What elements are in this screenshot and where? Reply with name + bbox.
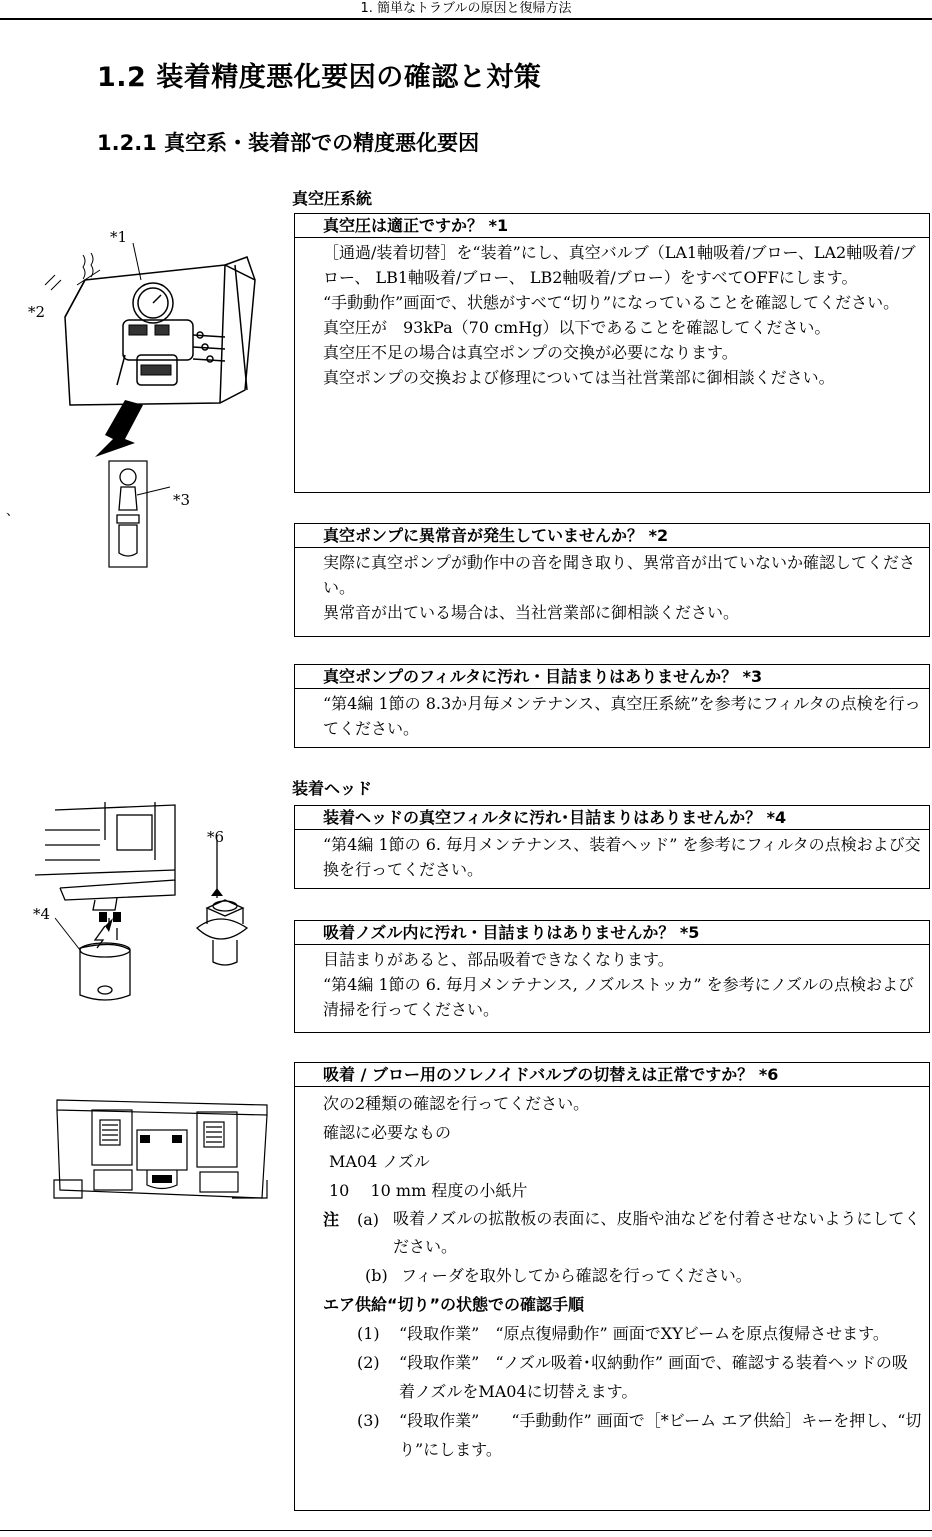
- check-box-vacuum-pressure: [294, 213, 930, 493]
- note-a: [323, 1205, 923, 1261]
- section-heading: 1.2 装着精度悪化要因の確認と対策: [97, 62, 542, 93]
- note-key: (a): [357, 1210, 380, 1229]
- note-b: [323, 1261, 923, 1290]
- check-box-head-filter: [294, 805, 930, 889]
- procedure-step: [323, 1319, 923, 1348]
- figure-callout-3: *3: [173, 491, 191, 509]
- check-box-pump-noise: [294, 523, 930, 637]
- body-text: 真空ポンプの交換および修理については当社営業部に御相談ください。: [323, 368, 835, 387]
- check-box-pump-filter: [294, 664, 930, 748]
- body-text: 確認に必要なもの: [323, 1123, 452, 1142]
- check-question: 装着ヘッドの真空フィルタに汚れ･目詰まりはありませんか？ *4: [295, 806, 929, 830]
- check-box-nozzle: [294, 920, 930, 1033]
- page-header: 1. 簡単なトラブルの原因と復帰方法: [0, 0, 932, 20]
- procedure-heading: エア供給“切り”の状態での確認手順: [323, 1295, 585, 1314]
- solenoid-valve-figure: [52, 1080, 272, 1210]
- stray-mark: 、: [6, 504, 20, 519]
- step-key: (2): [357, 1353, 380, 1372]
- step-text: “段取作業” “手動動作” 画面で［*ビーム エア供給］キーを押し、“切り”にします。: [399, 1411, 922, 1459]
- step-key: (1): [357, 1324, 380, 1343]
- subsection-heading: 1.2.1 真空系・装着部での精度悪化要因: [97, 131, 480, 155]
- check-question: 真空圧は適正ですか？ *1: [295, 214, 929, 238]
- vacuum-system-heading: 真空圧系統: [292, 189, 373, 208]
- body-text: “第4編 1節の 6. 毎月メンテナンス, ノズルストッカ” を参考にノズルの点検および清掃を行ってください。: [323, 975, 914, 1019]
- check-question: 真空ポンプに異常音が発生していませんか？ *2: [295, 524, 929, 548]
- step-text: “段取作業” “ノズル吸着･収納動作” 画面で、確認する装着ヘッドの吸着ノズルをMA04に切替えます。: [399, 1353, 908, 1401]
- note-text: フィーダを取外してから確認を行ってください。: [401, 1266, 752, 1285]
- note-key: (b): [365, 1266, 388, 1285]
- head-filter-figure: [25, 800, 285, 1015]
- body-text: 目詰まりがあると、部品吸着できなくなります。: [323, 950, 674, 969]
- footer-rule: [0, 1530, 932, 1531]
- note-label: 注: [323, 1210, 340, 1229]
- body-text: 実際に真空ポンプが動作中の音を聞き取り、異常音が出ていないか確認してください。: [323, 553, 916, 597]
- required-item: 10 10 mm 程度の小紙片: [329, 1181, 528, 1200]
- check-question: 真空ポンプのフィルタに汚れ・目詰まりはありませんか？ *3: [295, 665, 929, 689]
- mounting-head-heading: 装着ヘッド: [292, 779, 373, 798]
- vacuum-unit-drawing: [25, 225, 285, 575]
- step-text: “段取作業” “原点復帰動作” 画面でXYビームを原点復帰させます。: [399, 1324, 889, 1343]
- check-question: 吸着ノズル内に汚れ・目詰まりはありませんか？ *5: [295, 921, 929, 945]
- body-text: 次の2種類の確認を行ってください。: [323, 1094, 590, 1113]
- vacuum-unit-figure: [25, 225, 285, 575]
- body-text: “第4編 1節の 6. 毎月メンテナンス、装着ヘッド” を参考にフィルタの点検および交換を行ってください。: [323, 835, 921, 879]
- step-key: (3): [357, 1411, 380, 1430]
- procedure-step: [323, 1406, 923, 1464]
- solenoid-valve-drawing: [52, 1080, 272, 1210]
- head-filter-drawing: [25, 800, 285, 1015]
- body-text: 真空圧不足の場合は真空ポンプの交換が必要になります。: [323, 343, 738, 362]
- figure-callout-6: *6: [207, 828, 225, 846]
- check-box-solenoid: [294, 1062, 930, 1511]
- body-text: “手動動作”画面で、状態がすべて“切り”になっていることを確認してください。: [323, 293, 900, 312]
- check-question: 吸着 / ブロー用のソレノイドバルブの切替えは正常ですか？ *6: [295, 1063, 929, 1087]
- figure-callout-4: *4: [33, 905, 51, 923]
- procedure-step: [323, 1348, 923, 1406]
- figure-callout-2: *2: [28, 303, 46, 321]
- body-text: 真空圧が 93kPa（70 cmHg）以下であることを確認してください。: [323, 318, 831, 337]
- body-text: ［通過/装着切替］を“装着”にし、真空バルブ（LA1軸吸着/ブロー、LA2軸吸着/ブロー、 LB1軸吸着/ブロー、 LB2軸吸着/ブロー）をすべてOFFにします。: [323, 243, 916, 287]
- figure-callout-1: *1: [110, 228, 128, 246]
- note-text: 吸着ノズルの拡散板の表面に、皮脂や油などを付着させないようにしてください。: [393, 1209, 921, 1256]
- required-item: MA04 ノズル: [329, 1152, 430, 1171]
- body-text: “第4編 1節の 8.3か月毎メンテナンス、真空圧系統”を参考にフィルタの点検を行ってください。: [323, 694, 921, 738]
- body-text: 異常音が出ている場合は、当社営業部に御相談ください。: [323, 603, 740, 622]
